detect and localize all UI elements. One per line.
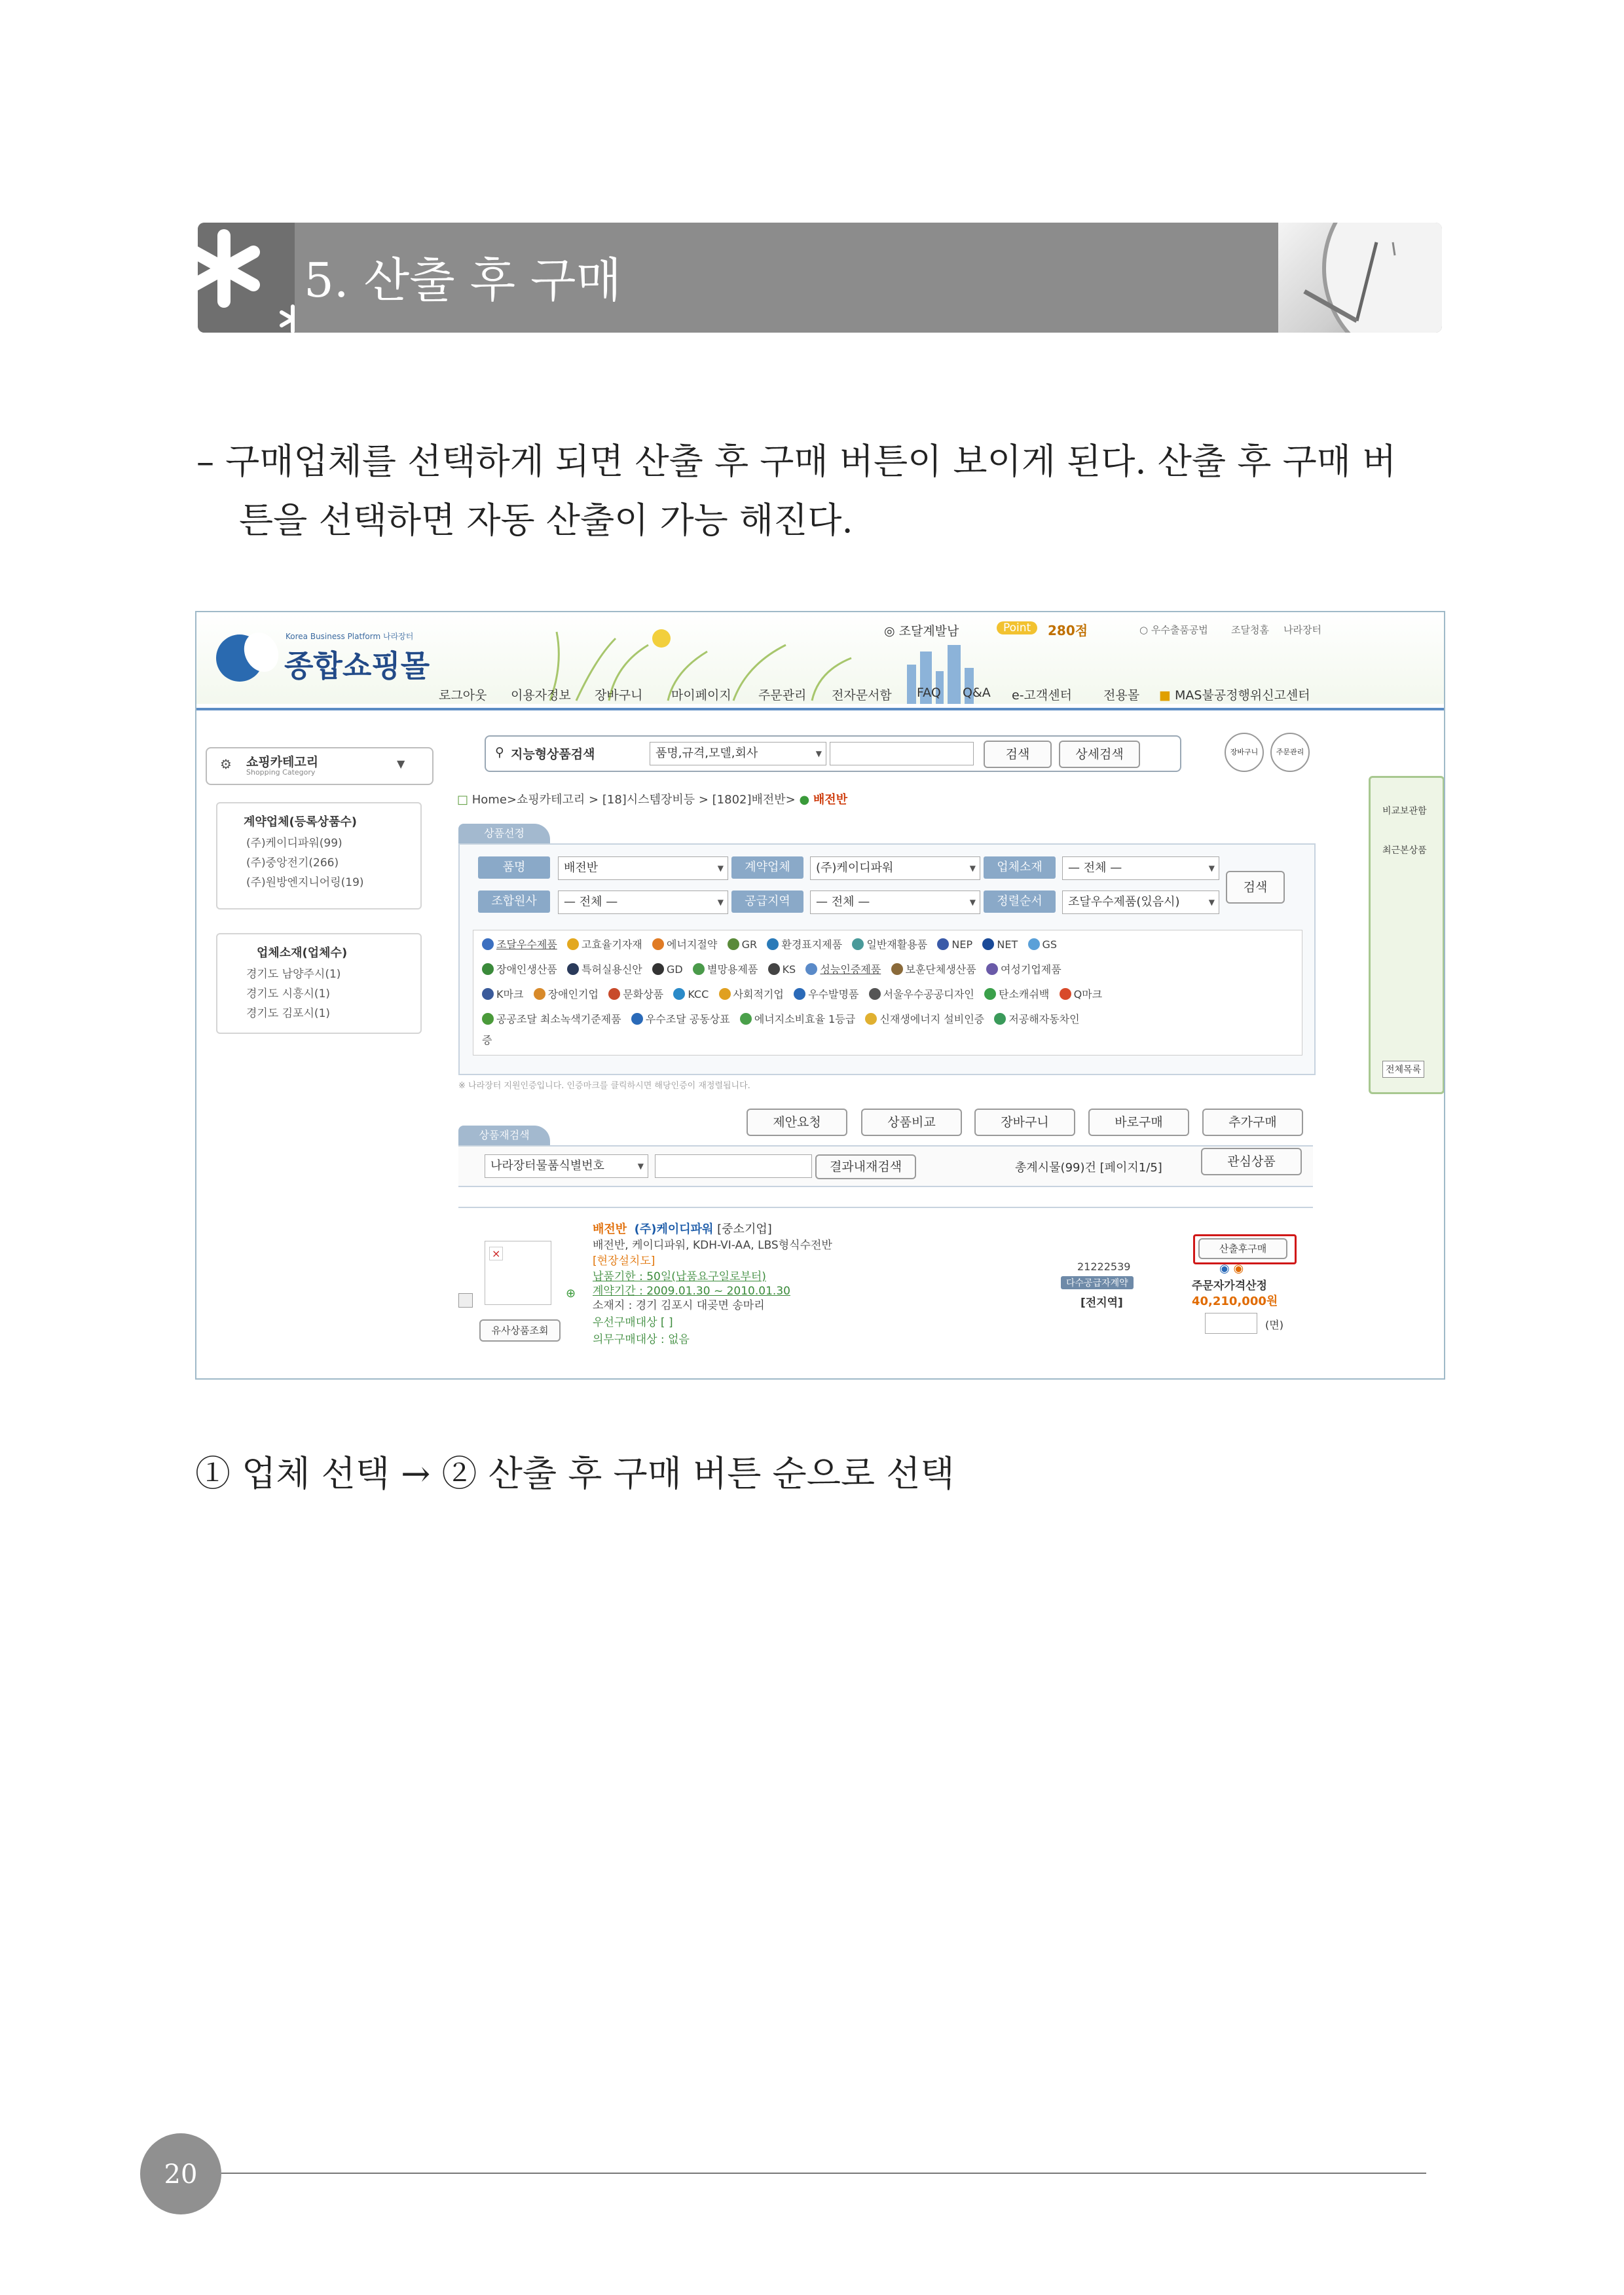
cert-row-4[interactable]: 공공조달 최소녹색기준제품 우수조달 공동상표 에너지소비효율 1등급 신재생에너지 설비인증 저공해자동차인 (482, 1011, 1080, 1026)
broken-image-icon: × (489, 1247, 503, 1260)
item-install: [현장설치도] (593, 1255, 655, 1268)
header-accent (198, 223, 295, 333)
caption: ① 업체 선택 → ② 산출 후 구매 버튼 순으로 선택 (195, 1453, 955, 1494)
item-period: 계약기간 : 2009.01.30 ~ 2010.01.30 (593, 1285, 790, 1298)
sort-order-select[interactable]: 조달우수제품(있음시) ▼ (1062, 890, 1219, 914)
cart-circle-button[interactable]: 장바구니 (1225, 733, 1264, 772)
contract-vendor-panel: 계약업체(등록상품수) (주)케이디파워(99) (주)중앙전기(266) (주)원방엔지니어링(19) (216, 802, 422, 909)
filter-panel: 품명 배전반 ▼ 계약업체 (주)케이디파워 ▼ 업체소재 — 전체 — ▼ 조합원사 — 전체 — ▼ 공급지역 — 전체 — ▼ 정렬순서 조달우수제품(있음시) ▼ 검색 조달우수제품 고효율기자재 에너지절약 GR 환경표지제품 일반재활용품 NEP NET GS 장애인생산품 특허실용신안 GD 별망용제품 KS 성능인증제품 보훈단체생산품 여성기업제품 K마크 장애인기업 문화상품 KCC 사회적기업 우수발명품 서울우수공공디자인 탄소캐쉬백 Q마크 공공조달 최소녹색기준제품 우수조달 공동상표 에너지소비효율 1등급 신재생에너지 설비인증 저공해자동차인 증 (458, 843, 1316, 1075)
item-spec: 배전반, 케이디파워, KDH-VI-AA, LBS형식수전반 (593, 1239, 832, 1252)
result-filter-select[interactable]: 나라장터물품식별번호 ▼ (485, 1154, 648, 1178)
vendor-location-select[interactable]: — 전체 — ▼ (1062, 856, 1219, 880)
contract-vendor-select[interactable]: (주)케이디파워 ▼ (810, 856, 980, 880)
point-value: 280점 (1048, 623, 1088, 638)
similar-items-button[interactable]: 유사상품조회 (479, 1319, 561, 1342)
result-search-button[interactable]: 결과내재검색 (815, 1154, 916, 1179)
zoom-icon[interactable]: ⊕ (566, 1287, 576, 1300)
category-gear-icon: ⚙ (220, 756, 232, 772)
cert-badge-icons: ◉ ◉ (1219, 1262, 1244, 1276)
chevron-down-icon: ▼ (397, 758, 405, 770)
calc-then-buy-button[interactable]: 산출후구매 (1198, 1238, 1287, 1259)
order-circle-button[interactable]: 주문관리 (1270, 733, 1310, 772)
vendor-location-panel: 업체소재(업체수) 경기도 남양주시(1) 경기도 시흥시(1) 경기도 김포시(1) (216, 933, 422, 1034)
side-recent[interactable]: 최근본상품 (1382, 845, 1427, 856)
vendor-link-3[interactable]: (주)원방엔지니어링(19) (246, 876, 364, 889)
additional-buy-button[interactable]: 추가구매 (1202, 1109, 1303, 1136)
quantity-input[interactable] (1205, 1313, 1257, 1334)
nav-dedicated-mall[interactable]: 전용몰 (1103, 688, 1140, 703)
supply-region-select[interactable]: — 전체 — ▼ (810, 890, 980, 914)
buy-now-button[interactable]: 바로구매 (1088, 1109, 1189, 1136)
cert-row-2[interactable]: 장애인생산품 특허실용신안 GD 별망용제품 KS 성능인증제품 보훈단체생산품 여성기업제품 (482, 961, 1061, 976)
filter-tab[interactable]: 상품선정 (458, 824, 550, 843)
nav-qna[interactable]: Q&A (963, 686, 991, 700)
nav-mypage[interactable]: 마이페이지 (671, 688, 731, 703)
top-link-1[interactable]: ○ 우수출품공법 (1139, 624, 1208, 636)
nav-user-info[interactable]: 이용자정보 (511, 688, 571, 703)
clock-icon (1278, 223, 1442, 333)
side-all-list[interactable]: 전체목록 (1382, 1061, 1424, 1078)
result-count: 총계시물(99)건 [페이지1/5] (1015, 1161, 1162, 1175)
cert-notice: ※ 나라장터 지원인증입니다. 인증마크를 클릭하시면 해당인증이 재정렬됩니다. (458, 1081, 750, 1091)
shopping-category-button[interactable]: ⚙ 쇼핑카테고리 Shopping Category ▼ (206, 747, 434, 785)
section-header (198, 223, 1442, 333)
location-link-1[interactable]: 경기도 남양주시(1) (246, 968, 341, 981)
item-region: [전지역] (1080, 1296, 1123, 1310)
clock-photo (1278, 223, 1442, 333)
location-link-3[interactable]: 경기도 김포시(1) (246, 1007, 331, 1020)
side-tag-panel (1369, 776, 1445, 1094)
procurement-status: ◎ 조달계발남 (884, 624, 959, 638)
nav-order[interactable]: 주문관리 (758, 688, 807, 703)
item-code: 21222539 (1077, 1260, 1131, 1273)
search-button[interactable]: 검색 (984, 741, 1052, 768)
item-checkbox[interactable] (458, 1293, 473, 1308)
nav-customer-center[interactable]: e-고객센터 (1012, 688, 1072, 703)
footer-rule (221, 2173, 1426, 2174)
item-location: 소재지 : 경기 김포시 대곶면 송마리 (593, 1299, 765, 1312)
point-badge: Point (997, 621, 1037, 634)
item-delivery: 납품기한 : 50일(납품요구일로부터) (593, 1270, 766, 1283)
item-contract-badge: 다수공급자계약 (1061, 1276, 1134, 1289)
vendor-link-1[interactable]: (주)케이디파워(99) (246, 837, 342, 850)
item-title[interactable]: 배전반 (주)케이디파워 [중소기업] (593, 1222, 772, 1236)
nav-faq[interactable]: FAQ (917, 686, 941, 700)
nav-cart[interactable]: 장바구니 (595, 688, 643, 703)
add-cart-button[interactable]: 장바구니 (974, 1109, 1075, 1136)
vendor-link-2[interactable]: (주)중앙전기(266) (246, 856, 339, 870)
detail-search-button[interactable]: 상세검색 (1059, 741, 1140, 768)
cert-row-1[interactable]: 조달우수제품 고효율기자재 에너지절약 GR 환경표지제품 일반재활용품 NEP NET GS (482, 936, 1057, 951)
result-bar (458, 1145, 1313, 1187)
nav-logout[interactable]: 로그아웃 (439, 688, 487, 703)
side-compare[interactable]: 비교보관함 (1382, 806, 1427, 817)
paragraph-line-1: – 구매업체를 선택하게 되면 산출 후 구매 버튼이 보이게 된다. 산출 후 구매 버 (196, 441, 1397, 482)
paragraph-line-2: 튼을 선택하면 자동 산출이 가능 해진다. (239, 500, 853, 541)
nav-documents[interactable]: 전자문서함 (832, 688, 892, 703)
top-link-2[interactable]: 조달청홈 (1231, 624, 1269, 636)
interest-button[interactable]: 관심상품 (1201, 1148, 1302, 1175)
item-thumbnail[interactable] (485, 1241, 551, 1305)
result-search-input[interactable] (655, 1154, 812, 1178)
nav-mas-report[interactable]: ■ MAS불공정행위신고센터 (1159, 688, 1310, 703)
search-scope-select[interactable]: 품명,규격,모델,회사 ▼ (650, 742, 826, 765)
product-name-select[interactable]: 배전반 ▼ (558, 856, 728, 880)
top-link-3[interactable]: 나라장터 (1283, 624, 1321, 636)
quantity-unit: (면) (1265, 1319, 1283, 1331)
logo-title[interactable]: 종합쇼핑몰 (284, 648, 430, 684)
item-price: 40,210,000원 (1192, 1294, 1278, 1308)
price-label: 주문자가격산정 (1192, 1279, 1267, 1293)
search-bar: ⚲ 지능형상품검색 품명,규격,모델,회사 ▼ 검색 상세검색 (485, 735, 1181, 772)
compare-button[interactable]: 상품비교 (861, 1109, 962, 1136)
member-select[interactable]: — 전체 — ▼ (558, 890, 728, 914)
filter-search-button[interactable]: 검색 (1226, 871, 1285, 904)
section-title: 5. 산출 후 구매 (304, 253, 622, 308)
item-priority: 우선구매대상 [ ] (593, 1316, 673, 1329)
result-tab[interactable]: 상품재검색 (458, 1126, 550, 1145)
cert-row-3[interactable]: K마크 장애인기업 문화상품 KCC 사회적기업 우수발명품 서울우수공공디자인 탄소캐쉬백 Q마크 (482, 986, 1102, 1001)
logo-tagline: Korea Business Platform 나라장터 (286, 632, 414, 641)
asterisk-icon (198, 223, 295, 333)
location-link-2[interactable]: 경기도 시흥시(1) (246, 987, 331, 1001)
proposal-request-button[interactable]: 제안요청 (747, 1109, 847, 1136)
search-icon: ⚲ (495, 745, 504, 760)
page-number: 20 (164, 2159, 198, 2190)
item-mandatory: 의무구매대상 : 없음 (593, 1333, 690, 1346)
breadcrumb: □ Home>쇼핑카테고리 > [18]시스템장비등 > [1802]배전반> ● 배전반 (457, 793, 848, 807)
shopping-mall-screenshot (195, 611, 1445, 1380)
header-rule (196, 708, 1444, 710)
cert-tail: 증 (482, 1034, 492, 1046)
search-input[interactable] (830, 742, 974, 765)
